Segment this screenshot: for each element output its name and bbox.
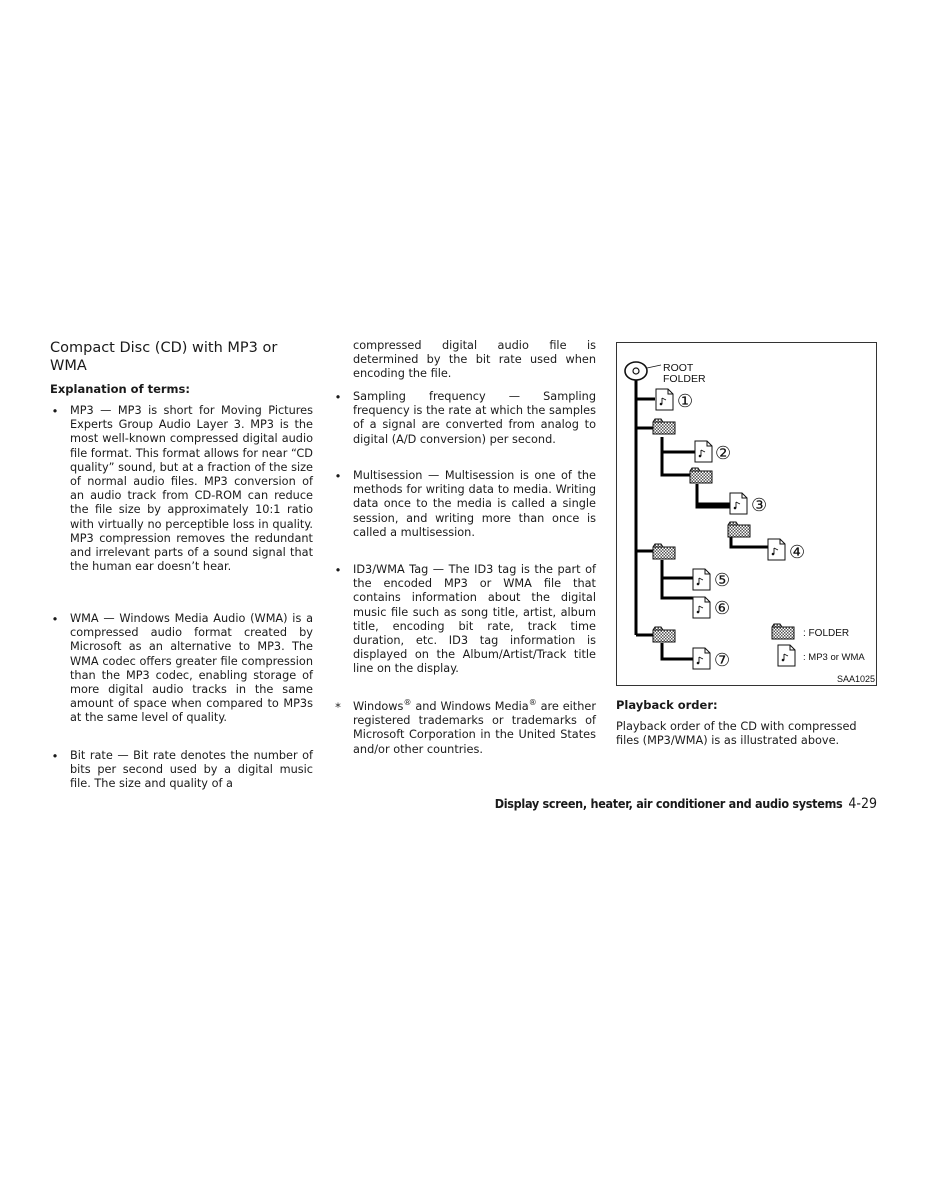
file-icon [656, 389, 673, 410]
bullet-text: MP3 — MP3 is short for Moving Pictures Experts Group Audio Layer 3. MP3 is the most well-known compressed digital audio file format. This format allows for near “CD quality” sound, but at a fraction of the size of normal audio files. MP3 conversion of an audio track from CD-ROM can reduce the file size by approximately 10:1 ratio with virtually no perceptible loss in quality. MP3 compression removes the redundant and irrelevant parts of a sound signal that the human ear doesn’t hear. [70, 404, 313, 574]
bullet-text: Sampling frequency — Sampling frequency is the rate at which the samples of a signal are converted from analog to digital (A/D conversion) per second. [353, 390, 596, 446]
list-item-mp3 [50, 404, 313, 574]
list-item-bit-rate [50, 749, 313, 792]
trademark-rest: are either registered trademarks or trademarks of Microsoft Corporation in the United States and/or other countries. [353, 700, 596, 756]
folder-icon [653, 627, 675, 642]
asterisk-mark: * [335, 700, 341, 714]
file-icon [693, 648, 710, 669]
file-icon [695, 441, 712, 462]
folder-icon [690, 468, 712, 483]
folder-tree-diagram [616, 342, 877, 686]
bullet-text: WMA — Windows Media Audio (WMA) is a compressed audio format created by Microsoft as an alternative to MP3. The WMA codec offers greater file compression than the MP3 codec, enabling storage of more digital audio tracks in the same amount of space when compared to MP3s at the same level of quality. [70, 612, 313, 725]
list-item-id3-tag [333, 563, 596, 677]
bullet-text: ID3/WMA Tag — The ID3 tag is the part of the encoded MP3 or WMA file that contains information about the digital music file such as song title, artist, album title, encoding bit rate, track time duration, etc. ID3 tag information is displayed on the Album/Artist/Track title line on the display. [353, 563, 596, 676]
track-number-5: ⑤ [714, 570, 731, 590]
folder-icon [653, 544, 675, 559]
playback-text: Playback order of the CD with compressed files (MP3/WMA) is as illustrated above. [616, 720, 857, 748]
track-number-6: ⑥ [714, 598, 731, 618]
bullet-icon: • [334, 563, 342, 577]
legend-folder-icon [772, 624, 794, 639]
folder-icon [728, 522, 750, 537]
track-number-1: ① [677, 391, 694, 411]
trademark-word1: Windows [353, 700, 404, 713]
track-number-7: ⑦ [714, 650, 731, 670]
track-number-3: ③ [751, 495, 768, 515]
root-label-line1: ROOT [663, 362, 694, 374]
trademark-word2: and Windows Media [411, 700, 529, 713]
bullet-icon: • [334, 390, 342, 404]
bullet-icon: • [51, 612, 59, 626]
legend-file-label: : MP3 or WMA [803, 652, 865, 663]
file-icon [730, 493, 747, 514]
file-icon [768, 539, 785, 560]
root-label-line2: FOLDER [663, 373, 706, 385]
cd-root-icon [625, 362, 647, 380]
bullet-icon: • [51, 404, 59, 418]
file-icon [693, 597, 710, 618]
page-number: 4-29 [848, 796, 877, 812]
explanation-subheading: Explanation of terms: [50, 382, 190, 396]
trademark-note [333, 700, 596, 757]
list-item-multisession [333, 469, 596, 540]
playback-heading: Playback order: [616, 698, 718, 712]
file-icon [693, 569, 710, 590]
figure-code: SAA1025 [837, 674, 876, 684]
chapter-title: Display screen, heater, air conditioner and audio systems [494, 796, 843, 811]
track-number-2: ② [715, 443, 732, 463]
bit-rate-continuation: compressed digital audio file is determined by the bit rate used when encoding the file. [353, 339, 596, 381]
bullet-text: Bit rate — Bit rate denotes the number of bits per second used by a digital music file. The size and quality of a [70, 749, 313, 791]
list-item-sampling [333, 390, 596, 447]
bullet-icon: • [51, 749, 59, 763]
folder-icon [653, 419, 675, 434]
legend-file-icon [778, 645, 795, 666]
bullet-icon: • [334, 469, 342, 483]
legend-folder-label: : FOLDER [803, 628, 850, 639]
list-item-wma [50, 612, 313, 726]
trademark-text [353, 700, 596, 757]
bullet-text: Multisession — Multisession is one of the methods for writing data to media. Writing data once to the media is called a single session, and writing more than once is called a multisession. [353, 469, 596, 539]
track-number-4: ④ [789, 542, 806, 562]
page-footer [495, 796, 877, 812]
registered-mark: ® [403, 698, 412, 708]
section-title: Compact Disc (CD) with MP3 or WMA [50, 340, 278, 374]
registered-mark: ® [528, 698, 537, 708]
